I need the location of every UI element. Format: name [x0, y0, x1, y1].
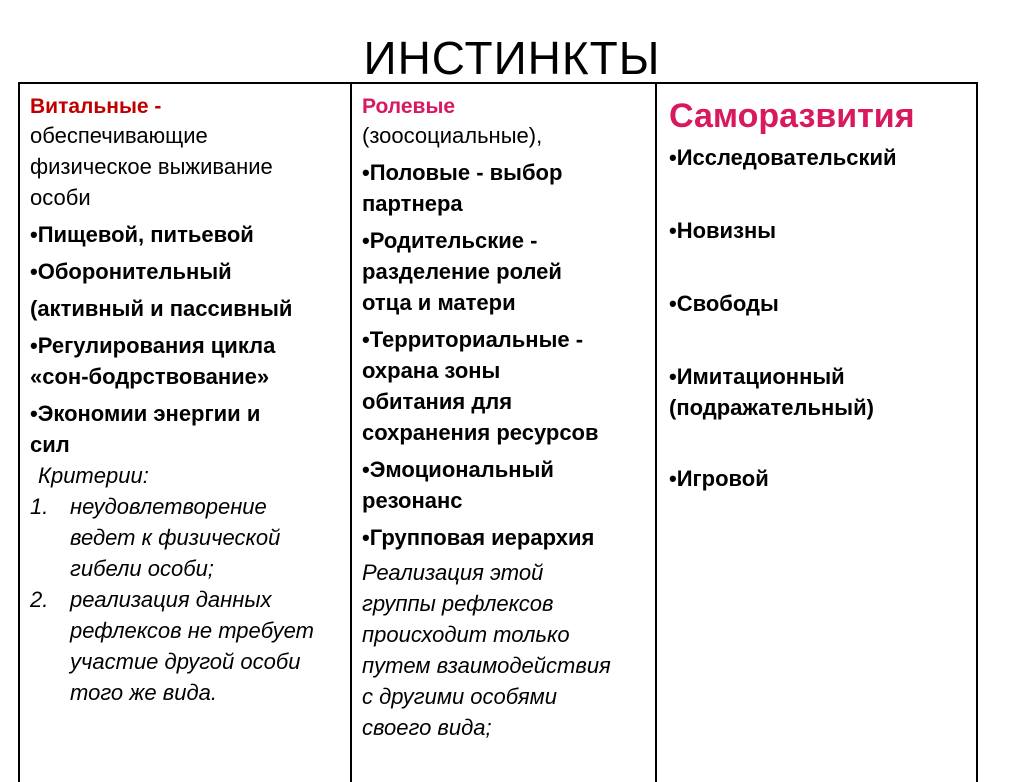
- bullet-icon: •: [362, 160, 370, 185]
- item-line: Территориальные -: [369, 327, 584, 352]
- criteria-number: 1.: [30, 494, 49, 519]
- bullet-icon: •: [669, 364, 677, 389]
- criteria-line: участие другой особи: [70, 649, 301, 674]
- item-line: Экономии энергии и: [37, 401, 261, 426]
- column-role: [354, 84, 657, 743]
- note-line: своего вида;: [362, 715, 492, 740]
- column-vital: [20, 84, 352, 708]
- bullet-icon: •: [30, 259, 38, 284]
- list-item: [669, 361, 978, 423]
- bullet-icon: •: [30, 222, 38, 247]
- list-item: [362, 324, 657, 448]
- criteria-item: [30, 584, 352, 708]
- role-note: [362, 557, 657, 743]
- criteria-number: 2.: [30, 587, 49, 612]
- list-item: [669, 215, 978, 246]
- bullet-icon: •: [362, 228, 370, 253]
- page-title: ИНСТИНКТЫ: [363, 32, 661, 84]
- note-line: с другими особями: [362, 684, 557, 709]
- item-line: Исследовательский: [676, 145, 897, 170]
- item-line: Игровой: [676, 466, 769, 491]
- vital-desc-line: физическое выживание: [30, 154, 273, 179]
- vital-desc-line: обеспечивающие: [30, 123, 208, 148]
- item-line: «сон-бодрствование»: [30, 364, 270, 389]
- item-line: отца и матери: [362, 290, 516, 315]
- item-line: Имитационный: [676, 364, 845, 389]
- list-item: [669, 463, 978, 494]
- list-item: [30, 219, 352, 250]
- list-item: [669, 142, 978, 173]
- list-item: [30, 398, 352, 460]
- list-item: [30, 330, 352, 392]
- item-line: (активный и пассивный: [30, 296, 293, 321]
- list-item: [362, 522, 657, 553]
- bullet-icon: •: [362, 525, 370, 550]
- item-line: обитания для: [362, 389, 513, 414]
- vital-desc-line: особи: [30, 185, 91, 210]
- bullet-icon: •: [669, 291, 677, 316]
- list-item: [362, 454, 657, 516]
- criteria-line: реализация данных: [70, 587, 272, 612]
- list-item: [362, 157, 657, 219]
- item-line: Регулирования цикла: [37, 333, 276, 358]
- role-heading: Ролевые: [362, 95, 456, 118]
- item-line: Оборонительный: [37, 259, 232, 284]
- role-desc-line: (зоосоциальные),: [362, 123, 543, 148]
- criteria-label: Критерии:: [38, 463, 149, 488]
- criteria-line: ведет к физической: [70, 525, 281, 550]
- instincts-table: [18, 82, 978, 782]
- bullet-icon: •: [30, 401, 38, 426]
- list-item: [362, 225, 657, 318]
- item-line: партнера: [362, 191, 463, 216]
- note-line: Реализация этой: [362, 560, 544, 585]
- criteria-line: гибели особи;: [70, 556, 214, 581]
- criteria-line: неудовлетворение: [70, 494, 267, 519]
- note-line: путем взаимодействия: [362, 653, 611, 678]
- criteria-line: того же вида.: [70, 680, 217, 705]
- item-line: сохранения ресурсов: [362, 420, 599, 445]
- item-line: Групповая иерархия: [369, 525, 595, 550]
- bullet-icon: •: [30, 333, 38, 358]
- bullet-icon: •: [669, 145, 677, 170]
- column-self: [659, 84, 978, 494]
- item-line: разделение ролей: [362, 259, 562, 284]
- item-line: резонанс: [362, 488, 463, 513]
- item-line: (подражательный): [669, 395, 874, 420]
- note-line: происходит только: [362, 622, 570, 647]
- self-heading: Саморазвития: [669, 97, 915, 135]
- list-item: [669, 288, 978, 319]
- item-line: сил: [30, 432, 70, 457]
- bullet-icon: •: [362, 327, 370, 352]
- item-line: Половые - выбор: [369, 160, 563, 185]
- criteria-item: [30, 491, 352, 584]
- criteria-list: [30, 491, 352, 708]
- note-line: группы рефлексов: [362, 591, 554, 616]
- item-line: Родительские -: [369, 228, 538, 253]
- item-line: Пищевой, питьевой: [37, 222, 254, 247]
- list-item: [30, 256, 352, 324]
- vital-heading: Витальные -: [30, 95, 162, 118]
- criteria-line: рефлексов не требует: [70, 618, 314, 643]
- bullet-icon: •: [669, 218, 677, 243]
- item-line: Свободы: [676, 291, 779, 316]
- item-line: охрана зоны: [362, 358, 501, 383]
- bullet-icon: •: [362, 457, 370, 482]
- item-line: Эмоциональный: [369, 457, 554, 482]
- item-line: Новизны: [676, 218, 777, 243]
- bullet-icon: •: [669, 466, 677, 491]
